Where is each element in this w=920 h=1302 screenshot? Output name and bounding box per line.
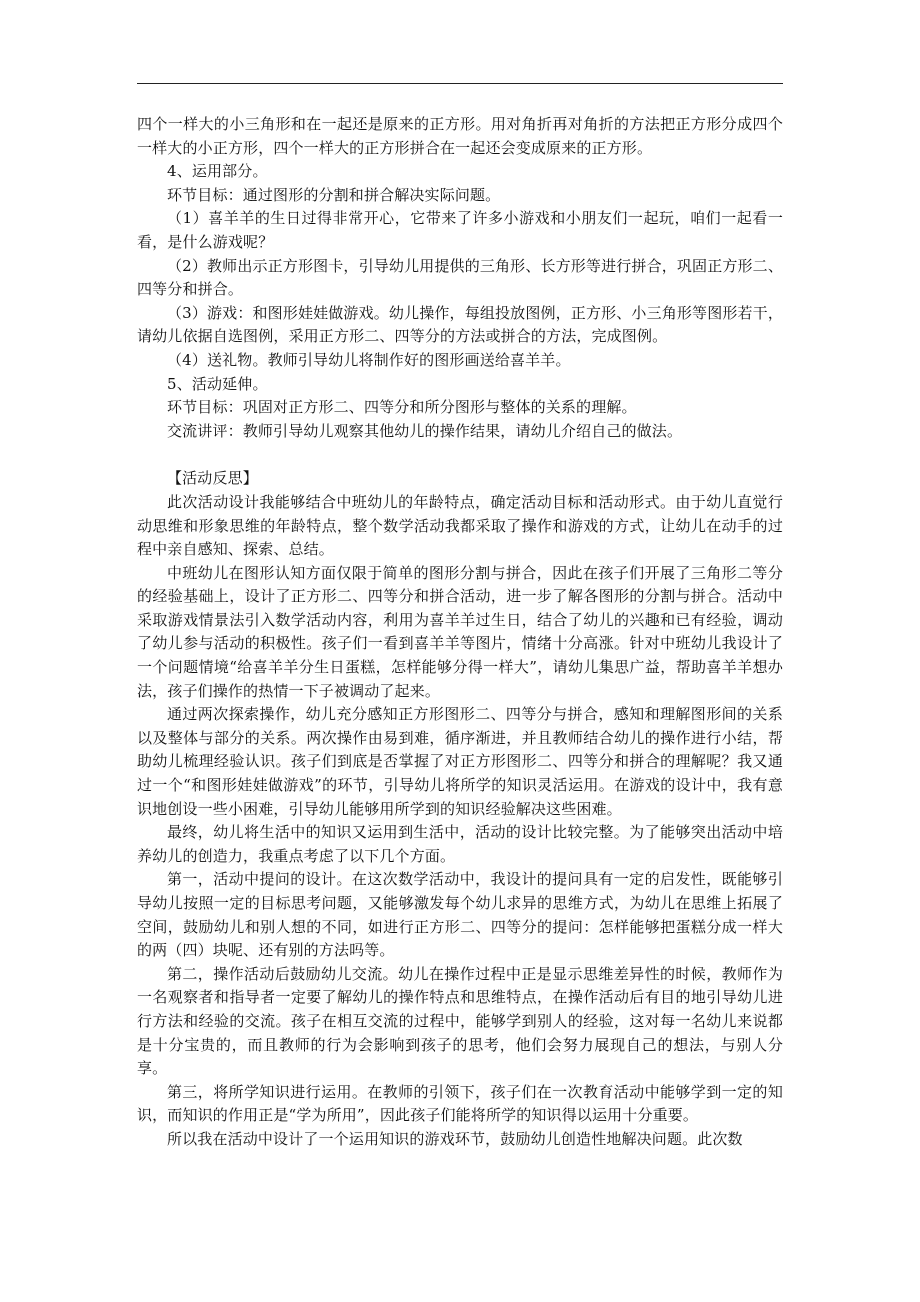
reflection-paragraph: 此次活动设计我能够结合中班幼儿的年龄特点，确定活动目标和活动形式。由于幼儿直觉行动思维和形象思维的年龄特点，整个数学活动我都采取了操作和游戏的方式，让幼儿在动手的过程中亲自感知、探索、总结。 (137, 492, 783, 559)
goal-application: 环节目标：通过图形的分割和拼合解决实际问题。 (167, 185, 501, 204)
exchange-review: 交流讲评：教师引导幼儿观察其他幼儿的操作结果，请幼儿介绍自己的做法。 (167, 421, 683, 440)
section-spacer (137, 443, 783, 467)
step-1: （1）喜羊羊的生日过得非常开心，它带来了许多小游戏和小朋友们一起玩，咱们一起看一看，是什么游戏呢？ (137, 209, 783, 251)
reflection-paragraph: 第二，操作活动后鼓励幼儿交流。幼儿在操作过程中正是显示思维差异性的时候，教师作为一名观察者和指导者一定要了解幼儿的操作特点和思维特点，在操作活动后有目的地引导幼儿进行方法和经验的交流。孩子在相互交流的过程中，能够学到别人的经验，这对每一名幼儿来说都是十分宝贵的，而且教师的行为会影响到孩子的思考，他们会努力展现自己的想法，与别人分享。 (137, 964, 783, 1078)
reflection-paragraph: 通过两次探索操作，幼儿充分感知正方形图形二、四等分与拼合，感知和理解图形间的关系以及整体与部分的关系。两次操作由易到难，循序渐进，并且教师结合幼儿的操作进行小结，帮助幼儿梳理经验认识。孩子们到底是否掌握了对正方形图形二、四等分和拼合的理解呢？我又通过一个“和图形娃娃做游戏”的环节，引导幼儿将所学的知识灵活运用。在游戏的设计中，我有意识地创设一些小困难，引导幼儿能够用所学到的知识经验解决这些困难。 (137, 705, 783, 818)
paragraph-continuation: 四个一样大的小三角形和在一起还是原来的正方形。用对角折再对角折的方法把正方形分成四个一样大的小正方形，四个一样大的正方形拼合在一起还会变成原来的正方形。 (137, 115, 783, 157)
header-rule (137, 83, 783, 84)
step-2: （2）教师出示正方形图卡，引导幼儿用提供的三角形、长方形等进行拼合，巩固正方形二、四等分和拼合。 (137, 256, 783, 299)
section-heading-extension: 5、活动延伸。 (167, 374, 268, 393)
step-3: （3）游戏：和图形娃娃做游戏。幼儿操作，每组投放图例，正方形、小三角形等图形若干，请幼儿依据自选图例，采用正方形二、四等分的方法或拼合的方法，完成图例。 (137, 303, 783, 346)
step-4: （4）送礼物。教师引导幼儿将制作好的图形画送给喜羊羊。 (167, 350, 571, 369)
section-heading-application: 4、运用部分。 (167, 162, 268, 181)
reflection-paragraph: 所以我在活动中设计了一个运用知识的游戏环节，鼓励幼儿创造性地解决问题。此次数 (167, 1129, 743, 1148)
goal-extension: 环节目标：巩固对正方形二、四等分和所分图形与整体的关系的理解。 (167, 398, 637, 417)
reflection-paragraph: 中班幼儿在图形认知方面仅限于简单的图形分割与拼合，因此在孩子们开展了三角形二等分的经验基础上，设计了正方形二、四等分和拼合活动，进一步了解各图形的分割与拼合。活动中采取游戏情景法引入数学活动内容，利用为喜羊羊过生日，结合了幼儿的兴趣和已有经验，调动了幼儿参与活动的积极性。孩子们一看到喜羊羊等图片，情绪十分高涨。针对中班幼儿我设计了一个问题情境“给喜羊羊分生日蛋糕，怎样能够分得一样大”，请幼儿集思广益，帮助喜羊羊想办法，孩子们操作的热情一下子被调动了起来。 (137, 563, 783, 700)
document-body (137, 113, 783, 1152)
reflection-paragraph: 第一，活动中提问的设计。在这次数学活动中，我设计的提问具有一定的启发性，既能够引导幼儿按照一定的目标思考问题，又能够激发每个幼儿求异的思维方式，为幼儿在思维上拓展了空间，鼓励幼儿和别人想的不同，如进行正方形二、四等分的提问：怎样能够把蛋糕分成一样大的两（四）块呢、还有别的方法吗等。 (137, 870, 783, 960)
reflection-paragraph: 第三，将所学知识进行运用。在教师的引领下，孩子们在一次教育活动中能够学到一定的知识，而知识的作用正是“学为所用”，因此孩子们能将所学的知识得以运用十分重要。 (137, 1082, 783, 1125)
reflection-heading: 【活动反思】 (167, 469, 258, 488)
reflection-paragraph: 最终，幼儿将生活中的知识又运用到生活中，活动的设计比较完整。为了能够突出活动中培养幼儿的创造力，我重点考虑了以下几个方面。 (137, 823, 783, 865)
